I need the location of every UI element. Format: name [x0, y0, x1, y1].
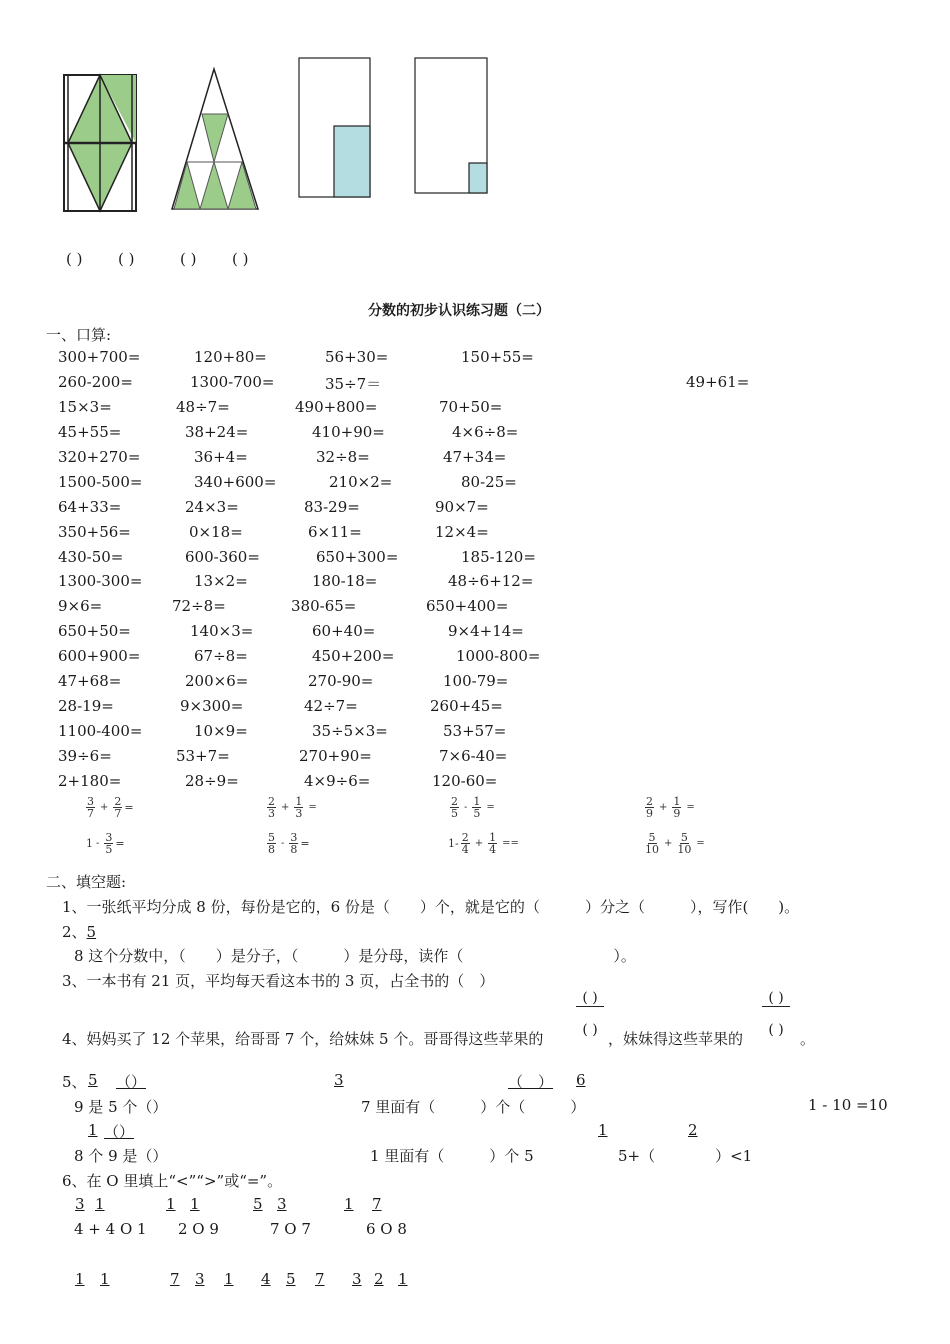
calc-item: 600+900=: [58, 647, 141, 665]
q6-numerator: 1: [224, 1270, 234, 1288]
calc-item: 430-50=: [58, 548, 124, 566]
calc-item: 600-360=: [185, 548, 260, 566]
q5-line-2a: 9 是 5 个（）: [74, 1098, 168, 1116]
section2-heading: 二、填空题:: [46, 873, 127, 891]
q6-numerator: 1: [166, 1195, 176, 1213]
q5-blank-2[interactable]: （ ）: [508, 1073, 554, 1091]
q6-numerator: 7: [372, 1195, 382, 1213]
calc-item: 650+50=: [58, 622, 131, 640]
calc-item: 380-65=: [291, 597, 357, 615]
q6-compare[interactable]: 7 O 7: [270, 1220, 311, 1238]
q6-numerator: 2: [374, 1270, 384, 1288]
fraction-expr-6: 5 8 - $\frac{3}{8}$ =: [268, 831, 310, 856]
calc-item: 36+4=: [194, 448, 248, 466]
calc-item: 4×9÷6=: [304, 772, 371, 790]
calc-item: 150+55=: [461, 348, 534, 366]
calc-item: 180-18=: [312, 572, 378, 590]
fraction-expr-3: 2 5 - $\frac{1}{5}$ =: [451, 795, 495, 820]
question-6: 6、在 O 里填上“<”“>”或“=”。: [62, 1172, 283, 1190]
fraction-expr-1: 3 7 + $\frac{2}{7}$ =: [87, 795, 134, 820]
calc-item: 6×11=: [308, 523, 362, 541]
calc-item: 15×3=: [58, 398, 112, 416]
calc-item: 39÷6=: [58, 747, 112, 765]
q4-numerator-box-2[interactable]: ( ): [762, 990, 790, 1007]
calc-item: 9×300=: [180, 697, 244, 715]
calc-item: 200×6=: [185, 672, 249, 690]
figure-blank-2[interactable]: ( ): [118, 250, 135, 268]
calc-item: 1000-800=: [456, 647, 541, 665]
q5-line-2b: 7 里面有（ ）个（ ）: [361, 1098, 586, 1116]
calc-item: 4×6÷8=: [452, 423, 519, 441]
calc-item: 410+90=: [312, 423, 385, 441]
q6-numerator: 1: [398, 1270, 408, 1288]
q5-line-2c: 1 - 10 =10: [808, 1096, 888, 1114]
calc-item: 120-60=: [432, 772, 498, 790]
calc-item: 35÷7＝: [325, 375, 382, 393]
calc-item: 47+34=: [443, 448, 507, 466]
question-4: 4、妈妈买了 12 个苹果，给哥哥 7 个，给妹妹 5 个。哥哥得这些苹果的: [62, 1030, 544, 1048]
question-5-label: 5、: [62, 1073, 87, 1091]
calc-item: 80-25=: [461, 473, 517, 491]
q6-numerator: 3: [277, 1195, 287, 1213]
calc-item: 10×9=: [194, 722, 248, 740]
figure-rectangle-blue-large: [298, 57, 372, 199]
q5-num-4: 1: [88, 1121, 98, 1139]
question-1: 1、一张纸平均分成 8 份，每份是它的，6 份是（ ）个，就是它的（ ）分之（ ），写作( )。: [62, 898, 800, 916]
calc-item: 53+7=: [176, 747, 230, 765]
calc-item: 48÷6+12=: [448, 572, 534, 590]
question-4-end: 。: [800, 1030, 816, 1048]
q5-num-5: 1: [598, 1121, 608, 1139]
figure-rectangle-blue-small: [414, 57, 489, 195]
calc-item: 53+57=: [443, 722, 507, 740]
question-2-label: 2、5: [62, 923, 97, 941]
figure-triangle: [170, 67, 262, 212]
question-2: 8 这个分数中，（ ）是分子，（ ）是分母，读作（ ）。: [74, 947, 636, 965]
q6-numerator: 1: [100, 1270, 110, 1288]
calc-item: 24×3=: [185, 498, 239, 516]
calc-item: 48÷7=: [176, 398, 230, 416]
calc-item: 28÷9=: [185, 772, 239, 790]
q6-compare[interactable]: 4 + 4 O 1: [74, 1220, 147, 1238]
section1-heading: 一、口算:: [46, 326, 112, 344]
calc-item: 260+45=: [430, 697, 503, 715]
figure-blank-4[interactable]: ( ): [232, 250, 249, 268]
q4-numerator-box-1[interactable]: ( ): [576, 990, 604, 1007]
q6-numerator: 7: [315, 1270, 325, 1288]
calc-item: 72÷8=: [172, 597, 226, 615]
question-3: 3、一本书有 21 页，平均每天看这本书的 3 页，占全书的（ ）: [62, 972, 495, 990]
q6-compare[interactable]: 2 O 9: [178, 1220, 219, 1238]
q5-line-4a: 8 个 9 是（）: [74, 1147, 168, 1165]
calc-item: 28-19=: [58, 697, 114, 715]
calc-item: 35÷5×3=: [312, 722, 388, 740]
calc-item: 650+300=: [316, 548, 399, 566]
q5-line-4b: 1 里面有（ ）个 5: [370, 1147, 534, 1165]
calc-item: 90×7=: [435, 498, 489, 516]
q6-numerator: 3: [352, 1270, 362, 1288]
calc-item: 32÷8=: [316, 448, 370, 466]
q6-numerator: 3: [195, 1270, 205, 1288]
q5-blank-1[interactable]: （）: [116, 1073, 147, 1091]
q5-num-3: 6: [576, 1071, 586, 1089]
q5-num-6: 2: [688, 1121, 698, 1139]
q5-line-4c: 5+（ ）<1: [618, 1147, 753, 1165]
calc-item: 56+30=: [325, 348, 389, 366]
calc-item: 9×4+14=: [448, 622, 524, 640]
q5-blank-3[interactable]: （）: [104, 1123, 135, 1141]
calc-item: 210×2=: [329, 473, 393, 491]
calc-item: 83-29=: [304, 498, 360, 516]
calc-item: 9×6=: [58, 597, 103, 615]
calc-item: 450+200=: [312, 647, 395, 665]
calc-item: 140×3=: [190, 622, 254, 640]
page-title: 分数的初步认识练习题（二）: [368, 303, 550, 319]
calc-item: 49+61=: [686, 373, 750, 391]
calc-item: 1300-300=: [58, 572, 143, 590]
calc-item: 340+600=: [194, 473, 277, 491]
q6-numerator: 3: [75, 1195, 85, 1213]
q6-compare[interactable]: 6 O 8: [366, 1220, 407, 1238]
calc-item: 12×4=: [435, 523, 489, 541]
calc-item: 45+55=: [58, 423, 122, 441]
fraction-expr-4: 2 9 + $\frac{1}{9}$ =: [646, 795, 695, 820]
calc-item: 60+40=: [312, 622, 376, 640]
calc-item: 64+33=: [58, 498, 122, 516]
q6-numerator: 1: [190, 1195, 200, 1213]
q5-num-1: 5: [88, 1071, 98, 1089]
calc-item: 13×2=: [194, 572, 248, 590]
calc-item: 7×6-40=: [439, 747, 508, 765]
calc-item: 2+180=: [58, 772, 122, 790]
calc-item: 47+68=: [58, 672, 122, 690]
fraction-expr-7: 1- 2 4 + $\frac{1}{4}$ ==: [448, 831, 519, 856]
q6-numerator: 5: [253, 1195, 263, 1213]
question-4-mid: ，妹妹得这些苹果的: [608, 1030, 744, 1048]
q6-numerator: 1: [344, 1195, 354, 1213]
calc-item: 120+80=: [194, 348, 267, 366]
calc-item: 350+56=: [58, 523, 131, 541]
calc-item: 1100-400=: [58, 722, 143, 740]
q6-numerator: 7: [170, 1270, 180, 1288]
calc-item: 270-90=: [308, 672, 374, 690]
figure-rectangle-triangles: [62, 73, 138, 213]
calc-item: 0×18=: [189, 523, 243, 541]
figure-blank-1[interactable]: ( ): [66, 250, 83, 268]
calc-item: 100-79=: [443, 672, 509, 690]
calc-item: 320+270=: [58, 448, 141, 466]
calc-item: 38+24=: [185, 423, 249, 441]
calc-item: 650+400=: [426, 597, 509, 615]
fraction-expr-2: 2 3 + $\frac{1}{3}$ =: [268, 795, 317, 820]
calc-item: 300+700=: [58, 348, 141, 366]
q6-numerator: 4: [261, 1270, 271, 1288]
q4-denominator-box-2[interactable]: ( ): [768, 1022, 784, 1038]
calc-item: 185-120=: [461, 548, 536, 566]
q5-num-2: 3: [334, 1071, 344, 1089]
calc-item: 1300-700=: [190, 373, 275, 391]
calc-item: 490+800=: [295, 398, 378, 416]
calc-item: 1500-500=: [58, 473, 143, 491]
q6-numerator: 5: [286, 1270, 296, 1288]
calc-item: 70+50=: [439, 398, 503, 416]
figure-blank-3[interactable]: ( ): [180, 250, 197, 268]
q6-numerator: 1: [75, 1270, 85, 1288]
calc-item: 270+90=: [299, 747, 372, 765]
fraction-expr-5: 1 - $\frac{3}{5}$ =: [86, 831, 125, 856]
q4-denominator-box-1[interactable]: ( ): [582, 1022, 598, 1038]
calc-item: 260-200=: [58, 373, 133, 391]
q6-numerator: 1: [95, 1195, 105, 1213]
calc-item: 67÷8=: [194, 647, 248, 665]
fraction-expr-8: 5 10 + $\frac{5}{10}$ =: [645, 831, 705, 856]
calc-item: 42÷7=: [304, 697, 358, 715]
